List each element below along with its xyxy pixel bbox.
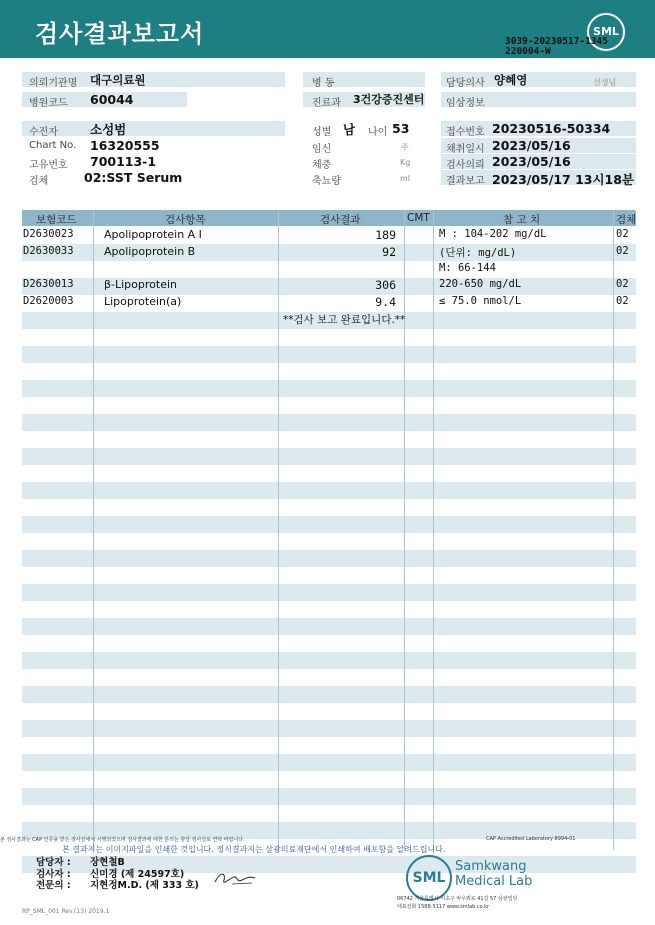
urine-unit: ml <box>400 174 411 183</box>
header-result: 검사결과 <box>320 214 361 226</box>
table-stripe <box>22 652 636 669</box>
table-stripe <box>22 482 636 499</box>
header-insurance-code: 보험코드 <box>36 214 77 226</box>
receipt-label: 접수번호 <box>446 127 485 138</box>
sml-logo-footer: SML <box>406 855 452 901</box>
row-test-item: β-Lipoprotein <box>104 278 177 292</box>
examiner-label: 검사자 : <box>36 869 71 880</box>
doctor-value: 양혜영 <box>494 73 528 87</box>
sex-value: 남 <box>343 122 356 137</box>
ward-label: 병 동 <box>312 78 335 89</box>
lab-address-block <box>397 895 517 911</box>
table-stripe <box>22 686 636 703</box>
col-divider <box>613 210 614 850</box>
row-test-item: Apolipoprotein B <box>104 244 196 258</box>
table-stripe <box>22 346 636 363</box>
report-time-value: 2023/05/17 13시18분 <box>492 172 635 187</box>
specialist-row <box>36 877 199 891</box>
row-insurance-code: D2630023 <box>23 228 74 240</box>
specialist-label: 전문의 : <box>36 880 71 891</box>
chart-label: Chart No. <box>29 140 77 151</box>
chart-value: 16320555 <box>90 138 160 153</box>
signature-image <box>212 868 258 888</box>
document-number-line1: 3039-20230517-1345 <box>505 36 608 47</box>
table-stripe <box>22 720 636 737</box>
row-specimen: 02 <box>616 244 629 257</box>
lab-name-line2: Medical Lab <box>455 874 533 889</box>
col-divider <box>93 210 94 850</box>
row-specimen: 02 <box>616 278 629 291</box>
row-insurance-code: D2630013 <box>23 278 74 291</box>
row-result: 189 <box>375 228 396 242</box>
weight-label: 체중 <box>312 160 332 171</box>
id-value: 700113-1 <box>90 154 157 169</box>
col-divider <box>433 210 434 850</box>
table-stripe <box>22 516 636 533</box>
pregnancy-unit: 주 <box>401 143 409 152</box>
row-reference: (단위: mg/dL) <box>439 246 517 259</box>
request-value: 2023/05/16 <box>492 154 571 169</box>
institution-label: 의뢰기관명 <box>29 78 78 89</box>
lab-address: 06742 서울특별시 서초구 바우뫼로 41길 57 삼광빌딩 <box>397 896 518 902</box>
specimen-label: 검체 <box>29 176 49 187</box>
row-test-item: Lipoprotein(a) <box>104 295 182 309</box>
report-complete-note: **검사 보고 완료입니다.** <box>283 314 406 326</box>
header-specimen: 검체 <box>616 214 637 226</box>
clinical-label: 임상정보 <box>446 98 485 109</box>
dept-value: 3건강증진센터 <box>353 93 425 106</box>
document-number-line2: 220004-W <box>505 46 551 57</box>
table-stripe <box>22 788 636 805</box>
fine-print: 본 검사결과는 CAP 인증을 받은 검사실에서 시행되었으며 검사결과에 대한 문의는 담당 검사실로 연락 바랍니다. <box>0 837 245 843</box>
doctor-label: 담당의사 <box>446 78 485 89</box>
sml-logo-header: SML <box>587 13 625 51</box>
pregnancy-label: 임신 <box>312 144 332 155</box>
weight-unit: Kg <box>400 158 411 167</box>
row-result: 92 <box>382 244 396 259</box>
row-reference: 220-650 mg/dL <box>439 278 522 291</box>
row-specimen: 02 <box>616 228 629 240</box>
sex-label: 성별 <box>312 127 332 138</box>
handler-value: 장현철B <box>90 857 125 868</box>
collect-label: 채취일시 <box>446 144 485 155</box>
specialist-value: 지현정M.D. (제 333 호) <box>90 880 199 891</box>
table-stripe <box>22 414 636 431</box>
table-stripe <box>22 448 636 465</box>
header-cmt: CMT <box>407 212 430 224</box>
table-stripe <box>22 618 636 635</box>
id-label: 고유번호 <box>29 160 68 171</box>
patient-bar <box>22 121 285 136</box>
age-value: 53 <box>392 121 410 136</box>
patient-label: 수진자 <box>29 127 58 138</box>
document-number <box>505 37 608 57</box>
hospital-code-value: 60044 <box>90 92 134 107</box>
table-stripe <box>22 380 636 397</box>
header-reference: 참 고 치 <box>503 214 541 226</box>
row-reference: M: 66-144 <box>439 261 496 274</box>
row-reference: M : 104-202 mg/dL <box>439 228 547 240</box>
row-insurance-code: D2630033 <box>23 244 74 257</box>
print-notice: 본 결과지는 이미지파일을 인쇄한 것입니다. 정식결과지는 삼광의료재단에서 인쇄하여 배포함을 알려드립니다. <box>62 845 446 854</box>
report-title: 검사결과보고서 <box>35 20 205 48</box>
table-stripe <box>22 584 636 601</box>
row-specimen: 02 <box>616 295 629 308</box>
revision-note: RP_SML_001 Rev.(13) 2019.1 <box>22 908 110 915</box>
institution-value: 대구의료원 <box>90 73 146 87</box>
row-test-item: Apolipoprotein A I <box>104 228 202 241</box>
lab-name-line1: Samkwang <box>455 859 527 874</box>
cap-note: CAP Accredited Laboratory 8994-01 <box>486 836 576 842</box>
col-divider <box>278 210 279 850</box>
examiner-value: 신미경 (제 24597호) <box>90 869 185 880</box>
lab-name <box>455 859 532 889</box>
header-test-item: 검사항목 <box>165 214 206 226</box>
report-time-label: 결과보고 <box>446 176 485 187</box>
hospital-code-label: 병원코드 <box>29 98 68 109</box>
receipt-value: 20230516-50334 <box>492 121 611 136</box>
table-stripe <box>22 550 636 567</box>
table-stripe <box>22 754 636 771</box>
row-result: 306 <box>375 278 396 293</box>
row-result: 9.4 <box>375 295 396 310</box>
col-divider <box>404 210 405 850</box>
collect-value: 2023/05/16 <box>492 138 571 153</box>
age-label: 나이 <box>368 127 388 138</box>
lab-contact: 대표전화 1588-5117 www.smlab.co.kr <box>397 904 490 910</box>
specimen-value: 02:SST Serum <box>84 170 183 185</box>
handler-label: 담당자 : <box>36 857 71 868</box>
dept-label: 진료과 <box>312 98 341 109</box>
request-label: 검사의뢰 <box>446 160 485 171</box>
row-reference: ≤ 75.0 nmol/L <box>439 295 522 308</box>
urine-label: 축뇨량 <box>312 176 341 187</box>
row-insurance-code: D2620003 <box>23 295 74 308</box>
patient-value: 소성범 <box>90 122 127 137</box>
doctor-suffix: 선생님 <box>593 78 617 87</box>
